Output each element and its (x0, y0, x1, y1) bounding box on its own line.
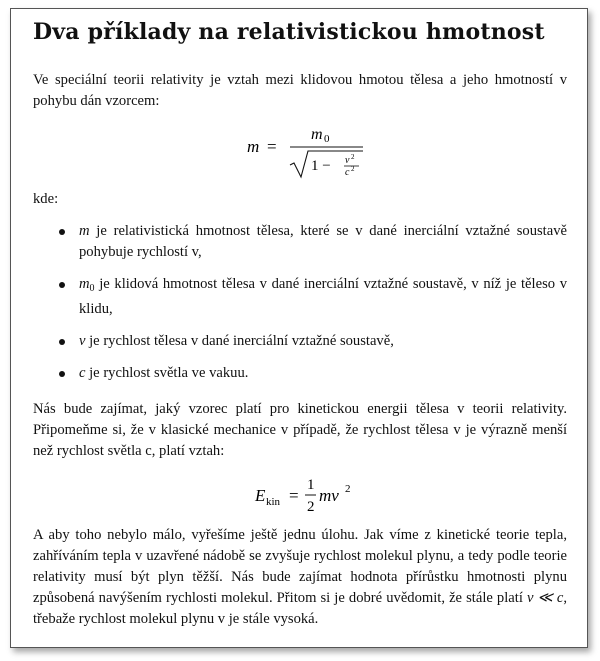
formula2-equals: = (289, 486, 299, 505)
formula-relativistic-mass (11, 119, 589, 179)
formula1-numerator: m (311, 126, 323, 143)
formula2-lhs: E (255, 486, 266, 505)
formula1-equals: = (267, 137, 277, 156)
list-item (33, 221, 567, 263)
formula2-lhs-sub: kin (266, 496, 281, 508)
formula1-inner-num-sup: 2 (351, 153, 355, 161)
item-symbol: v (79, 333, 86, 349)
formula-kinetic-energy (11, 472, 589, 522)
formula1-inner-den: c (345, 167, 350, 178)
para3-inequality: v ≪ c (526, 590, 564, 606)
item-symbol: c (79, 365, 86, 381)
list-item (33, 274, 567, 320)
bullet-icon (59, 339, 65, 345)
formula1-inner-den-sup: 2 (351, 165, 355, 173)
molecules-paragraph (33, 525, 567, 630)
kde-label: kde: (33, 191, 59, 207)
formula2-frac-den: 2 (307, 499, 315, 515)
list-item (33, 331, 567, 352)
intro-paragraph: Ve speciální teorii relativity je vztah mezi klidovou hmotou tělesa a jeho hmotností v pohybu dán vzorcem: (33, 72, 567, 109)
list-item (33, 363, 567, 384)
bullet-icon (59, 371, 65, 377)
document-title: Dva příklady na relativistickou hmotnost (33, 19, 545, 45)
para3-text-start: A aby toho nebylo málo, vyřešíme ještě jednu úlohu. Jak víme z kinetické teorie tepla, zahříváním tepla v uzavřené nádobě se zvyšuje rychlost molekul plynu, a tedy podle teorie relativity musí být plyn těžší. Nás bude zajímat hodnota přírůstku hmotnosti plynu způsobená navýšením rychlosti molekul. Přitom si je dobré uvědomit, že stále platí (33, 527, 567, 606)
bullet-icon (59, 282, 65, 288)
formula1-numerator-sub: 0 (324, 133, 330, 145)
formula2-frac-num: 1 (307, 477, 315, 493)
item-symbol: m (79, 276, 90, 292)
bullet-icon (59, 229, 65, 235)
formula2-rhs: mv (319, 486, 339, 505)
formula1-radicand-one: 1 − (311, 158, 331, 174)
para3-text-end: , třebaže rychlost molekul plynu v je stále vysoká. (33, 590, 567, 627)
definition-list (33, 221, 567, 397)
item-text: je relativistická hmotnost tělesa, které se v dané inerciální vztažné soustavě pohybuje rychlostí v, (79, 223, 567, 260)
item-text: je rychlost tělesa v dané inerciální vztažné soustavě, (85, 333, 394, 349)
item-text: je rychlost světla ve vakuu. (85, 365, 249, 381)
item-text: je klidová hmotnost tělesa v dané inerciální vztažné soustavě, v níž je těleso v klidu, (79, 276, 567, 317)
formula1-inner-num: v (345, 155, 350, 166)
item-symbol-sub: 0 (89, 283, 95, 294)
document-card (10, 8, 588, 648)
item-symbol: m (79, 223, 90, 239)
formula2-rhs-sup: 2 (345, 483, 351, 495)
kinetic-energy-paragraph: Nás bude zajímat, jaký vzorec platí pro kinetickou energii tělesa v teorii relativity. Připomeňme si, že v klasické mechanice v případě, že rychlost tělesa v je výrazně menší než rychlost světla c, platí vztah: (33, 401, 567, 459)
formula1-lhs: m (247, 137, 260, 156)
